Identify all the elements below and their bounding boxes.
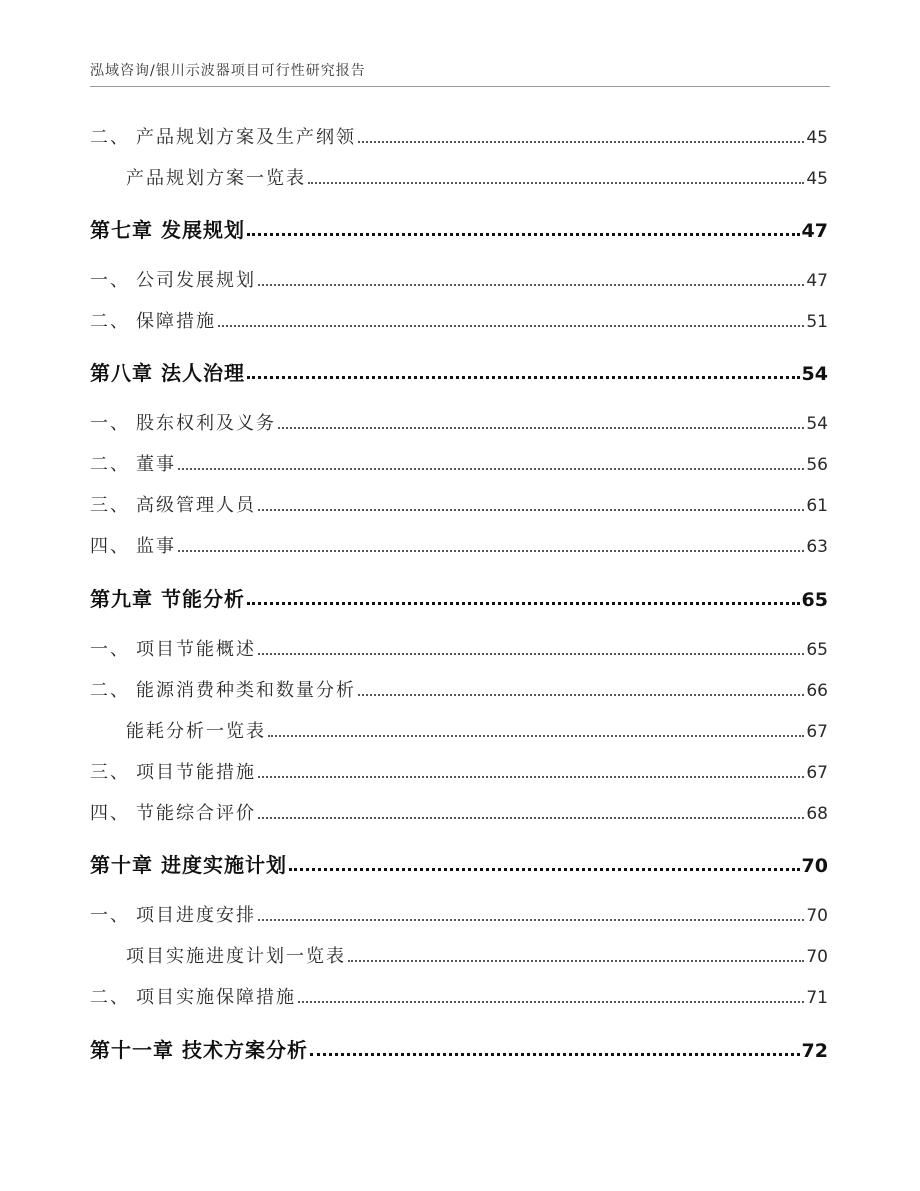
dot-leader — [258, 509, 804, 511]
toc-entry-number: 二、 — [90, 987, 130, 1008]
toc-chapter-page: 72 — [801, 1040, 828, 1062]
toc-entry-page: 66 — [806, 681, 828, 701]
toc-entry-title: 股东权利及义务 — [136, 413, 276, 434]
toc-entry-title: 项目实施进度计划一览表 — [126, 946, 346, 967]
toc-entry-title: 高级管理人员 — [136, 495, 256, 516]
toc-entry[interactable] — [90, 409, 828, 435]
toc-entry-page: 45 — [806, 128, 828, 148]
toc-chapter-title: 第七章 发展规划 — [90, 218, 245, 242]
toc-entry-page: 61 — [806, 496, 828, 516]
toc-entry-title: 监事 — [136, 536, 176, 557]
toc-entry-title: 产品规划方案一览表 — [126, 168, 306, 189]
toc-chapter-entry[interactable] — [90, 583, 828, 612]
toc-entry-number: 三、 — [90, 495, 130, 516]
toc-chapter-title: 第十一章 技术方案分析 — [90, 1038, 308, 1062]
toc-entry-title: 节能综合评价 — [136, 803, 256, 824]
dot-leader — [308, 182, 804, 184]
toc-entry-number: 三、 — [90, 762, 130, 783]
dot-leader — [218, 325, 804, 327]
toc-entry-page: 45 — [806, 169, 828, 189]
toc-entry-number: 四、 — [90, 536, 130, 557]
toc-entry[interactable] — [90, 983, 828, 1009]
toc-entry-number: 二、 — [90, 311, 130, 332]
toc-entry[interactable] — [90, 123, 828, 149]
toc-entry[interactable] — [90, 635, 828, 661]
dot-leader — [358, 141, 804, 143]
toc-entry-page: 51 — [806, 312, 828, 332]
toc-entry-title: 公司发展规划 — [136, 270, 256, 291]
toc-chapter-entry[interactable] — [90, 214, 828, 243]
dot-leader — [258, 817, 804, 819]
dot-leader — [310, 1053, 800, 1056]
dot-leader — [358, 694, 804, 696]
toc-entry-number: 二、 — [90, 127, 130, 148]
toc-chapter-page: 65 — [801, 589, 828, 611]
toc-entry-title: 项目实施保障措施 — [136, 987, 296, 1008]
dot-leader — [178, 468, 804, 470]
toc-entry[interactable] — [126, 717, 828, 743]
toc-chapter-page: 47 — [801, 220, 828, 242]
toc-entry-page: 56 — [806, 455, 828, 475]
toc-entry-title: 产品规划方案及生产纲领 — [136, 127, 356, 148]
toc-entry[interactable] — [126, 164, 828, 190]
dot-leader — [178, 550, 804, 552]
dot-leader — [278, 427, 804, 429]
dot-leader — [348, 960, 804, 962]
header-divider — [90, 86, 830, 87]
toc-entry-title: 董事 — [136, 454, 176, 475]
toc-entry[interactable] — [126, 942, 828, 968]
dot-leader — [258, 284, 804, 286]
dot-leader — [258, 653, 804, 655]
toc-chapter-entry[interactable] — [90, 357, 828, 386]
toc-entry-page: 63 — [806, 537, 828, 557]
toc-chapter-page: 70 — [801, 855, 828, 877]
toc-entry-number: 一、 — [90, 639, 130, 660]
toc-entry[interactable] — [90, 532, 828, 558]
toc-entry-title: 能源消费种类和数量分析 — [136, 680, 356, 701]
toc-entry[interactable] — [90, 799, 828, 825]
toc-entry-page: 54 — [806, 414, 828, 434]
toc-entry-number: 一、 — [90, 413, 130, 434]
dot-leader — [247, 376, 800, 379]
toc-entry-number: 一、 — [90, 270, 130, 291]
toc-entry[interactable] — [90, 758, 828, 784]
toc-entry-number: 一、 — [90, 905, 130, 926]
dot-leader — [247, 602, 800, 605]
dot-leader — [258, 919, 804, 921]
toc-entry[interactable] — [90, 450, 828, 476]
toc-entry-title: 保障措施 — [136, 311, 216, 332]
toc-entry-page: 70 — [806, 906, 828, 926]
toc-entry-title: 项目节能概述 — [136, 639, 256, 660]
running-header: 泓域咨询/银川示波器项目可行性研究报告 — [90, 63, 366, 79]
toc-entry-page: 67 — [806, 763, 828, 783]
dot-leader — [268, 735, 804, 737]
toc-chapter-page: 54 — [801, 363, 828, 385]
toc-entry-page: 67 — [806, 722, 828, 742]
toc-entry-title: 能耗分析一览表 — [126, 721, 266, 742]
toc-entry-number: 二、 — [90, 680, 130, 701]
toc-chapter-title: 第九章 节能分析 — [90, 587, 245, 611]
toc-entry[interactable] — [90, 676, 828, 702]
dot-leader — [289, 868, 800, 871]
toc-entry-title: 项目进度安排 — [136, 905, 256, 926]
toc-entry-page: 65 — [806, 640, 828, 660]
toc-entry-page: 71 — [806, 988, 828, 1008]
toc-chapter-entry[interactable] — [90, 849, 828, 878]
dot-leader — [247, 233, 800, 236]
toc-chapter-title: 第十章 进度实施计划 — [90, 853, 287, 877]
toc-entry[interactable] — [90, 491, 828, 517]
toc-entry-page: 68 — [806, 804, 828, 824]
toc-entry-number: 四、 — [90, 803, 130, 824]
toc-entry-page: 47 — [806, 271, 828, 291]
toc-entry-page: 70 — [806, 947, 828, 967]
toc-chapter-entry[interactable] — [90, 1034, 828, 1063]
dot-leader — [298, 1001, 804, 1003]
toc-entry-title: 项目节能措施 — [136, 762, 256, 783]
toc-entry[interactable] — [90, 901, 828, 927]
dot-leader — [258, 776, 804, 778]
toc-chapter-title: 第八章 法人治理 — [90, 361, 245, 385]
toc-entry[interactable] — [90, 266, 828, 292]
toc-entry[interactable] — [90, 307, 828, 333]
toc-entry-number: 二、 — [90, 454, 130, 475]
